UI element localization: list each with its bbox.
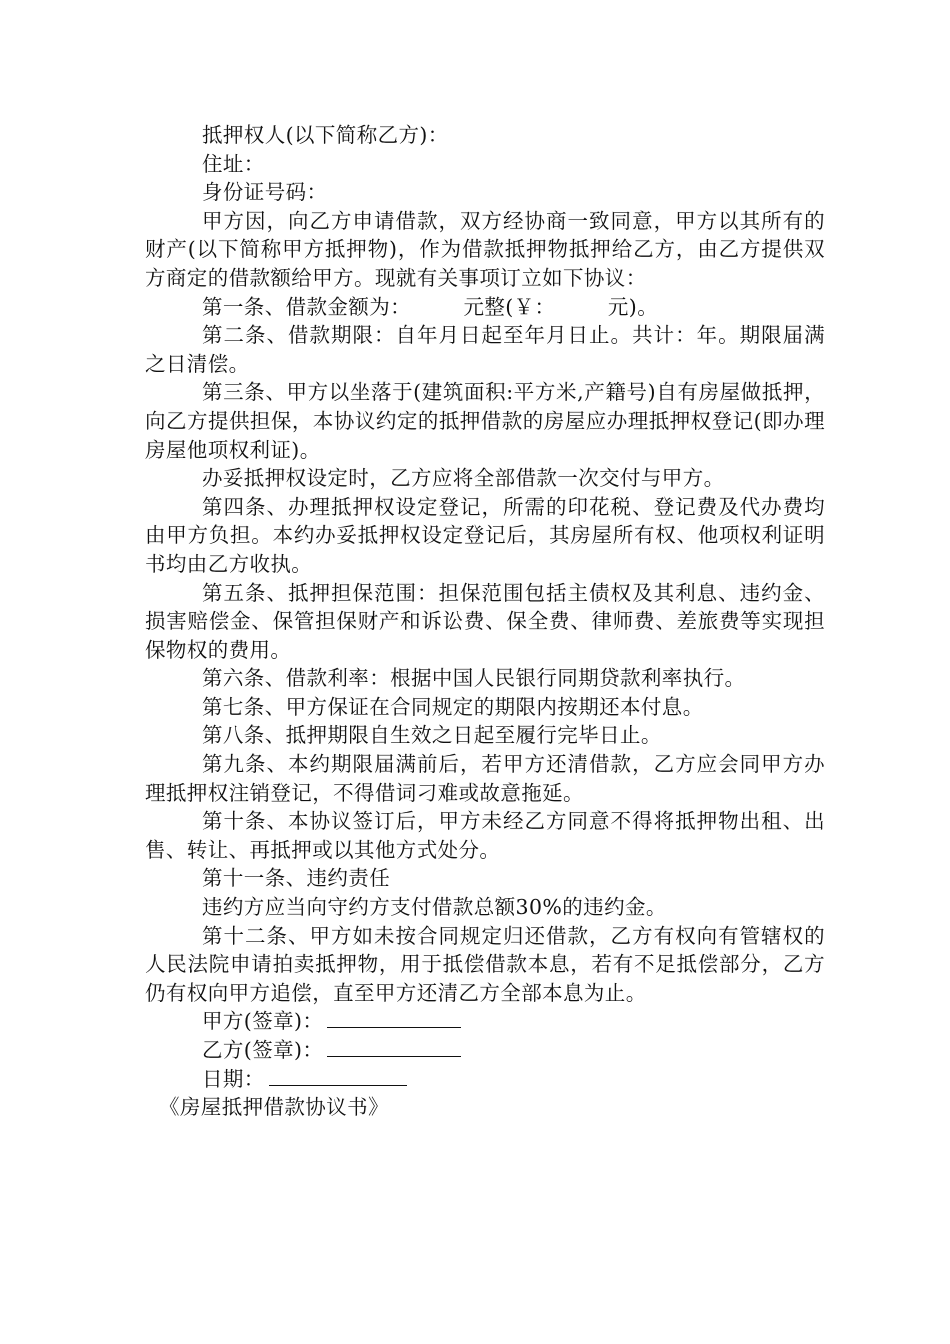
article-6: 第六条、借款利率：根据中国人民银行同期贷款利率执行。 (202, 666, 746, 691)
penalty-clause: 违约方应当向守约方支付借款总额30%的违约金。 (202, 895, 667, 920)
article-11-heading: 第十一条、违约责任 (202, 866, 391, 891)
date-signature-line[interactable] (269, 1067, 407, 1086)
article-5: 第五条、抵押担保范围：担保范围包括主债权及其利息、违约金、损害赔偿金、保管担保财产和诉讼费、保全费、律师费、差旅费等实现担保物权的费用。 (145, 580, 825, 662)
article-12: 第十二条、甲方如未按合同规定归还借款，乙方有权向有管辖权的人民法院申请拍卖抵押物，用于抵偿借款本息，若有不足抵偿部分，乙方仍有权向甲方追偿，直至甲方还清乙方全部本息为止。 (145, 923, 825, 1005)
party-b-label: 乙方(签章)： (202, 1038, 324, 1062)
party-b-signature (145, 1036, 825, 1065)
mortgagee-line: 抵押权人(以下简称乙方)： (202, 123, 449, 147)
document-body (145, 121, 825, 1122)
article-9: 第九条、本约期限届满前后，若甲方还清借款，乙方应会同甲方办理抵押权注销登记，不得借词刁难或故意拖延。 (145, 752, 825, 805)
article-8: 第八条、抵押期限自生效之日起至履行完毕日止。 (202, 723, 662, 748)
article-1: 第一条、借款金额为： 元整(￥： 元)。 (202, 294, 659, 319)
delivery-clause: 办妥抵押权设定时，乙方应将全部借款一次交付与甲方。 (202, 466, 725, 491)
document-title-footer: 《房屋抵押借款协议书》 (159, 1095, 389, 1120)
article-7: 第七条、甲方保证在合同规定的期限内按期还本付息。 (202, 694, 704, 719)
address-line: 住址： (202, 151, 265, 176)
party-a-signature (145, 1007, 825, 1036)
preamble-paragraph: 甲方因，向乙方申请借款，双方经协商一致同意，甲方以其所有的财产(以下简称甲方抵押物)，作为借款抵押物抵押给乙方，由乙方提供双方商定的借款额给甲方。现就有关事项订立如下协议： (145, 208, 825, 290)
party-b-signature-line[interactable] (327, 1038, 461, 1057)
article-10: 第十条、本协议签订后，甲方未经乙方同意不得将抵押物出租、出售、转让、再抵押或以其他方式处分。 (145, 809, 825, 862)
id-number-line: 身份证号码： (202, 180, 328, 205)
party-a-label: 甲方(签章)： (202, 1009, 324, 1034)
article-4: 第四条、办理抵押权设定登记，所需的印花税、登记费及代办费均由甲方负担。本约办妥抵押权设定登记后，其房屋所有权、他项权利证明书均由乙方收执。 (145, 494, 825, 576)
article-3: 第三条、甲方以坐落于(建筑面积:平方米,产籍号)自有房屋做抵押，向乙方提供担保，本协议约定的抵押借款的房屋应办理抵押权登记(即办理房屋他项权利证)。 (145, 380, 825, 462)
party-a-signature-line[interactable] (327, 1009, 461, 1028)
article-2: 第二条、借款期限：自年月日起至年月日止。共计：年。期限届满之日清偿。 (145, 323, 825, 376)
date-signature (145, 1065, 825, 1094)
date-label: 日期： (202, 1066, 265, 1091)
